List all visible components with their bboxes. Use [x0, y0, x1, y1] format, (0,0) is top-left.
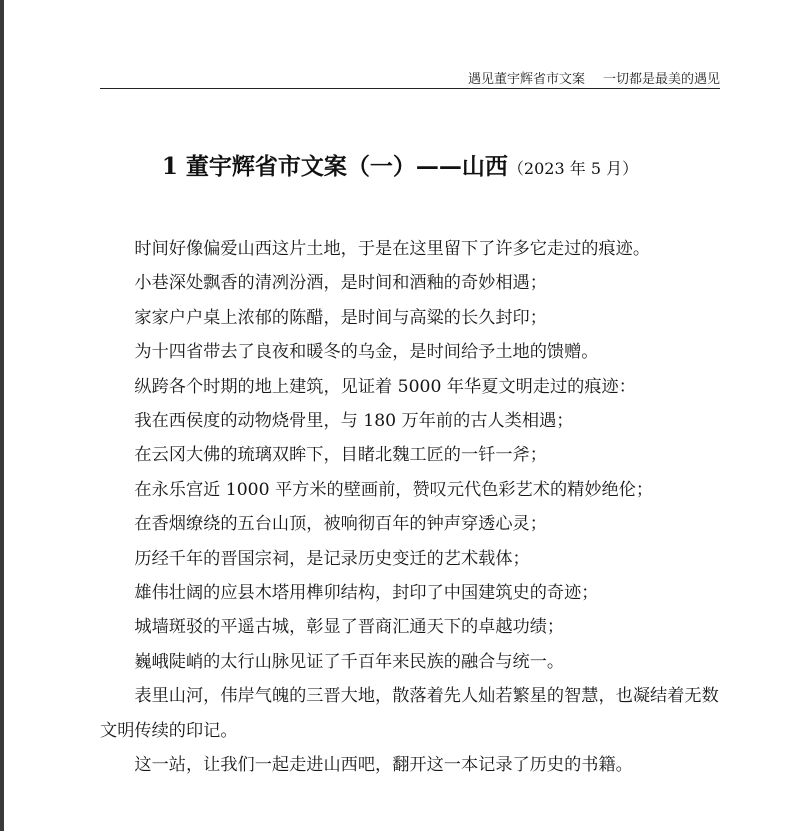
- paragraph: 为十四省带去了良夜和暖冬的乌金，是时间给予土地的馈赠。: [134, 342, 599, 363]
- paragraph: 表里山河，伟岸气魄的三晋大地，散落着先人灿若繁星的智慧，也凝结着无数文明传续的印记。: [100, 686, 719, 741]
- paragraph: 我在西侯度的动物烧骨里，与 180 万年前的古人类相遇；: [134, 411, 574, 432]
- running-header: [100, 68, 720, 88]
- chapter-title-main: 1 董宇辉省市文案（一）——山西: [161, 153, 508, 180]
- paragraph: 小巷深处飘香的清冽汾酒，是时间和酒釉的奇妙相遇；: [134, 273, 547, 294]
- paragraph: 巍峨陡峭的太行山脉见证了千百年来民族的融合与统一。: [134, 651, 565, 672]
- book-title: 遇见董宇辉省市文案: [467, 72, 585, 87]
- body-text: [100, 232, 725, 783]
- book-subtitle: 一切都是最美的遇见: [602, 72, 720, 87]
- paragraph: 时间好像偏爱山西这片土地，于是在这里留下了许多它走过的痕迹。: [134, 239, 651, 259]
- paragraph: 雄伟壮阔的应县木塔用榫卯结构，封印了中国建筑史的奇迹；: [134, 583, 599, 604]
- header-rule: [100, 88, 720, 89]
- paragraph: 在云冈大佛的琉璃双眸下，目睹北魏工匠的一钎一斧；: [134, 445, 547, 466]
- chapter-title: [0, 148, 800, 181]
- paragraph: 历经千年的晋国宗祠，是记录历史变迁的艺术载体；: [134, 548, 530, 569]
- paragraph: 城墙斑驳的平遥古城，彰显了晋商汇通天下的卓越功绩；: [134, 617, 565, 638]
- page-edge-border: [0, 0, 4, 831]
- paragraph: 纵跨各个时期的地上建筑，见证着 5000 年华夏文明走过的痕迹：: [134, 376, 636, 397]
- paragraph: 家家户户桌上浓郁的陈醋，是时间与高粱的长久封印；: [134, 307, 547, 328]
- paragraph: 在永乐宫近 1000 平方米的壁画前，赞叹元代色彩艺术的精妙绝伦；: [134, 479, 654, 500]
- paragraph: 这一站，让我们一起走进山西吧，翻开这一本记录了历史的书籍。: [134, 755, 633, 776]
- paragraph: 在香烟缭绕的五台山顶，被响彻百年的钟声穿透心灵；: [134, 514, 547, 535]
- chapter-title-date: （2023 年 5 月）: [507, 159, 639, 178]
